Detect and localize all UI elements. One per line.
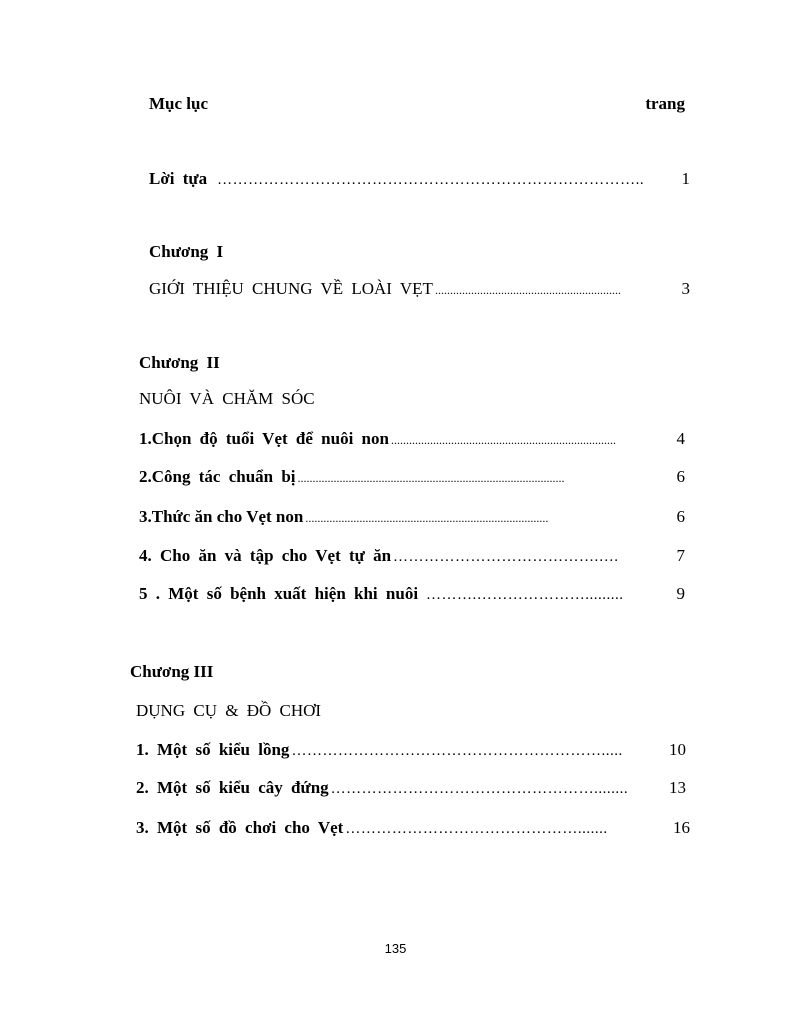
chapter-heading-text: Chương I (149, 242, 224, 261)
toc-entry (139, 584, 685, 604)
toc-title: Mục lục (149, 94, 209, 113)
toc-entry-label: 4. Cho ăn và tập cho Vẹt tự ăn (139, 546, 392, 565)
toc-entry (139, 467, 685, 487)
toc-entry-chapter1-title (149, 279, 690, 299)
toc-entry (136, 778, 686, 798)
toc-entry-page: 3 (681, 279, 690, 298)
toc-entry-page: 10 (669, 740, 686, 759)
toc-entry-page: 4 (676, 429, 685, 448)
chapter-title (136, 701, 321, 721)
chapter-heading (139, 353, 220, 373)
page-column-label: trang (645, 94, 685, 113)
toc-entry-page: 6 (676, 507, 685, 526)
toc-entry (136, 818, 690, 838)
chapter-heading (149, 242, 223, 262)
toc-entry-label: 3. Một số đồ chơi cho Vẹt (136, 818, 344, 837)
toc-entry-page: 7 (676, 546, 685, 565)
toc-entry-page: 1 (681, 169, 690, 188)
chapter-title: GIỚI THIỆU CHUNG VỀ LOÀI VẸT (149, 279, 433, 298)
chapter-title-text: DỤNG CỤ & ĐỒ CHƠI (136, 701, 322, 720)
toc-entry (139, 546, 685, 566)
toc-entry-label: 1.Chọn độ tuổi Vẹt để nuôi non (139, 429, 389, 448)
toc-entry-page: 16 (673, 818, 690, 837)
toc-entry-leader: ........................................................................... (390, 433, 616, 447)
chapter-title (139, 389, 315, 409)
toc-entry-label: 2. Một số kiểu cây đứng (136, 778, 329, 797)
toc-entry-leader: ………………………………………....... (345, 821, 608, 837)
toc-entry-leader: ......................................................................................... (297, 471, 565, 485)
toc-entry-leader: .............................................................. (434, 283, 621, 297)
toc-entry-page: 9 (676, 584, 685, 603)
chapter-heading (130, 662, 213, 682)
toc-entry (139, 507, 685, 527)
chapter-heading-text: Chương II (139, 353, 220, 372)
toc-entry-label: 5 . Một số bệnh xuất hiện khi nuôi (139, 584, 419, 603)
toc-entry-leader: ……….…………………......... (426, 587, 624, 603)
toc-entry-leader: ................................................................................. (305, 511, 549, 525)
toc-header (149, 94, 685, 114)
toc-entry-leader: ………………………………….…. (393, 549, 619, 565)
chapter-heading-text: Chương III (130, 662, 214, 681)
toc-entry (139, 429, 685, 449)
toc-entry-label: Lời tựa (149, 169, 208, 188)
toc-entry-label: 3.Thức ăn cho Vẹt non (139, 507, 304, 526)
toc-entry-page: 6 (676, 467, 685, 486)
toc-entry-leader: ……………………………………………........ (330, 781, 629, 797)
toc-entry-leader: ……………………………………………………..... (291, 743, 623, 759)
toc-entry-preface (149, 169, 690, 189)
toc-entry-leader: ……………………………………………………………………….. (217, 172, 645, 188)
page-number: 135 (384, 941, 407, 956)
toc-entry-page: 13 (669, 778, 686, 797)
chapter-title-text: NUÔI VÀ CHĂM SÓC (139, 389, 315, 408)
toc-entry-label: 1. Một số kiểu lồng (136, 740, 290, 759)
toc-entry (136, 740, 686, 760)
toc-entry-label: 2.Công tác chuẩn bị (139, 467, 296, 486)
